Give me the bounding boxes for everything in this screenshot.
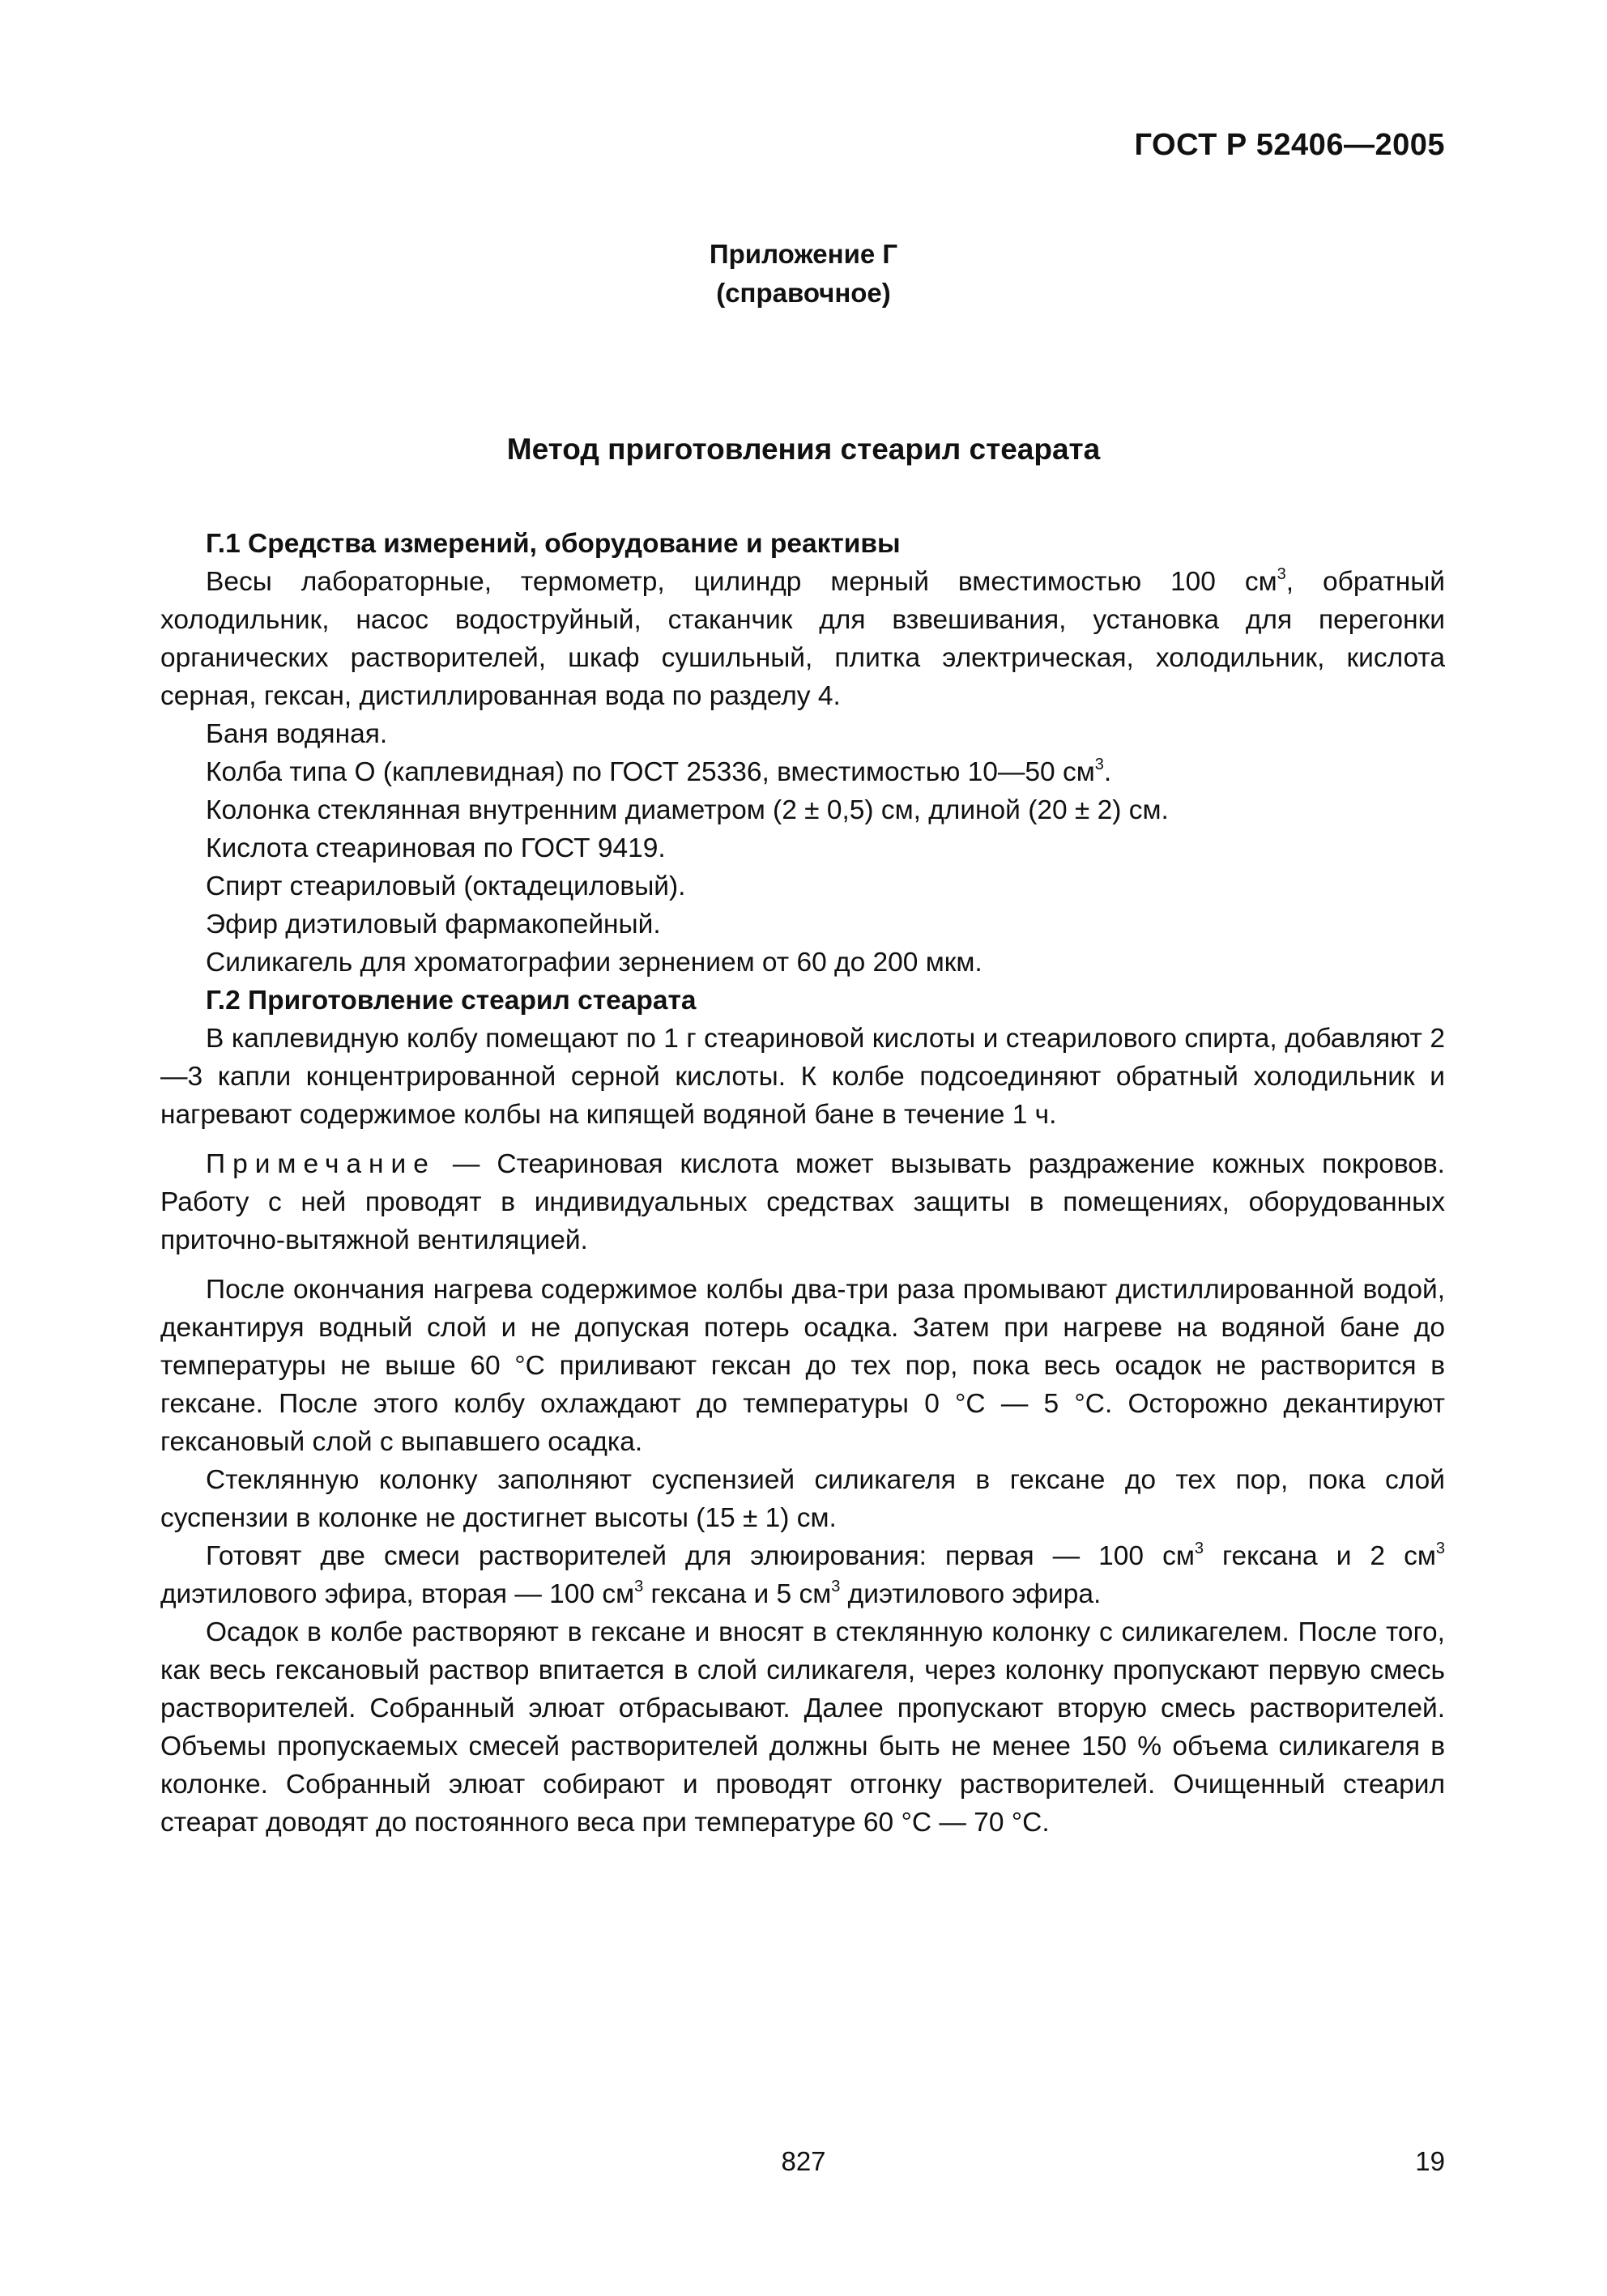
text-run: Колба типа О (каплевидная) по ГОСТ 25336, вместимостью 10—50 см [206,757,1095,787]
paragraph-ether: Эфир диэтиловый фармакопейный. [206,909,661,939]
text-run: , обратный холодильник, насос водоструйный, стаканчик для взвешивания, установка для перегонки органических растворителей, шкаф сушильный, плитка электрическая, холодильник, кислота серная, гексан, дистиллированная вода по разделу 4. [160,567,1445,711]
paragraph-column: Колонка стеклянная внутренним диаметром (2 ± 0,5) см, длиной (20 ± 2) см. [206,795,1169,825]
appendix-header [0,235,1607,313]
superscript: 3 [1277,564,1286,583]
superscript: 3 [1435,1539,1445,1557]
document-body [160,525,1445,1842]
paragraph-elution: Осадок в колбе растворяют в гексане и вносят в стеклянную колонку с силикагелем. После того, как весь гексановый раствор впитается в слой силикагеля, через колонку пропускают первую смесь растворителей. Собранный элюат отбрасывают. Далее пропускают вторую смесь растворителей. Объемы пропускаемых смесей растворителей должны быть не менее 150 % объема силикагеля в колонке. Собранный элюат собирают и проводят отгонку растворителей. Очищенный стеарил стеарат доводят до постоянного веса при температуре 60 °С — 70 °С. [160,1617,1445,1838]
section-heading-1: Г.1 Средства измерений, оборудование и реактивы [206,529,901,559]
paragraph-stearic-acid: Кислота стеариновая по ГОСТ 9419. [206,833,666,863]
paragraph-water-bath: Баня водяная. [206,719,388,749]
appendix-label: Приложение Г [709,239,898,269]
superscript: 3 [634,1577,644,1595]
text-run: . [1103,757,1112,787]
collection-page-number: 827 [781,2146,826,2176]
paragraph-solvent-mixtures [160,1537,1445,1613]
appendix-status: (справочное) [716,278,891,308]
paragraph-preparation: В каплевидную колбу помещают по 1 г стеариновой кислоты и стеарилового спирта, добавляют 2—3 капли концентрированной серной кислоты. К колбе подсоединяют обратный холодильник и нагревают содержимое колбы на кипящей водяной бане в течение 1 ч. [160,1024,1445,1130]
text-run: гексана и 2 см [1203,1541,1436,1571]
superscript: 3 [1194,1539,1204,1557]
paragraph-flask [160,753,1445,791]
paragraph-washing: После окончания нагрева содержимое колбы два-три раза промывают дистиллированной водой, декантируя водный слой и не допуская потерь осадка. Затем при нагреве на водяной бане до температуры не выше 60 °С приливают гексан до тех пор, пока весь осадок не растворится в гексане. После этого колбу охлаждают до температуры 0 °С — 5 °С. Осторожно декантируют гексановый слой с выпавшего осадка. [160,1275,1445,1457]
paragraph-equipment-list [160,563,1445,715]
text-run: Весы лабораторные, термометр, цилиндр мерный вместимостью 100 см [206,567,1277,597]
text-run: диэтилового эфира, вторая — 100 см [160,1579,635,1609]
section-heading-2: Г.2 Приготовление стеарил стеарата [206,986,697,1016]
paragraph-silica-gel: Силикагель для хроматографии зернением от 60 до 200 мкм. [206,948,983,978]
paragraph-stearyl-alcohol: Спирт стеариловый (октадециловый). [206,871,686,901]
paragraph-column-fill: Стеклянную колонку заполняют суспензией силикагеля в гексане до тех пор, пока слой суспензии в колонке не достигнет высоты (15 ± 1) см. [160,1465,1445,1533]
note-label: Примечание [206,1149,436,1179]
note-text: — Стеариновая кислота может вызывать раздражение кожных покровов. Работу с ней проводят в индивидуальных средствах защиты в помещениях, оборудованных приточно-вытяжной вентиляцией. [160,1149,1445,1255]
text-run: Готовят две смеси растворителей для элюирования: первая — 100 см [206,1541,1195,1571]
note-paragraph [160,1145,1445,1259]
document-number: ГОСТ Р 52406—2005 [1134,128,1445,162]
text-run: гексана и 5 см [643,1579,832,1609]
text-run: диэтилового эфира. [840,1579,1102,1609]
superscript: 3 [1094,755,1104,773]
document-title: Метод приготовления стеарил стеарата [506,432,1101,466]
superscript: 3 [831,1577,841,1595]
page-number: 19 [1415,2146,1445,2176]
